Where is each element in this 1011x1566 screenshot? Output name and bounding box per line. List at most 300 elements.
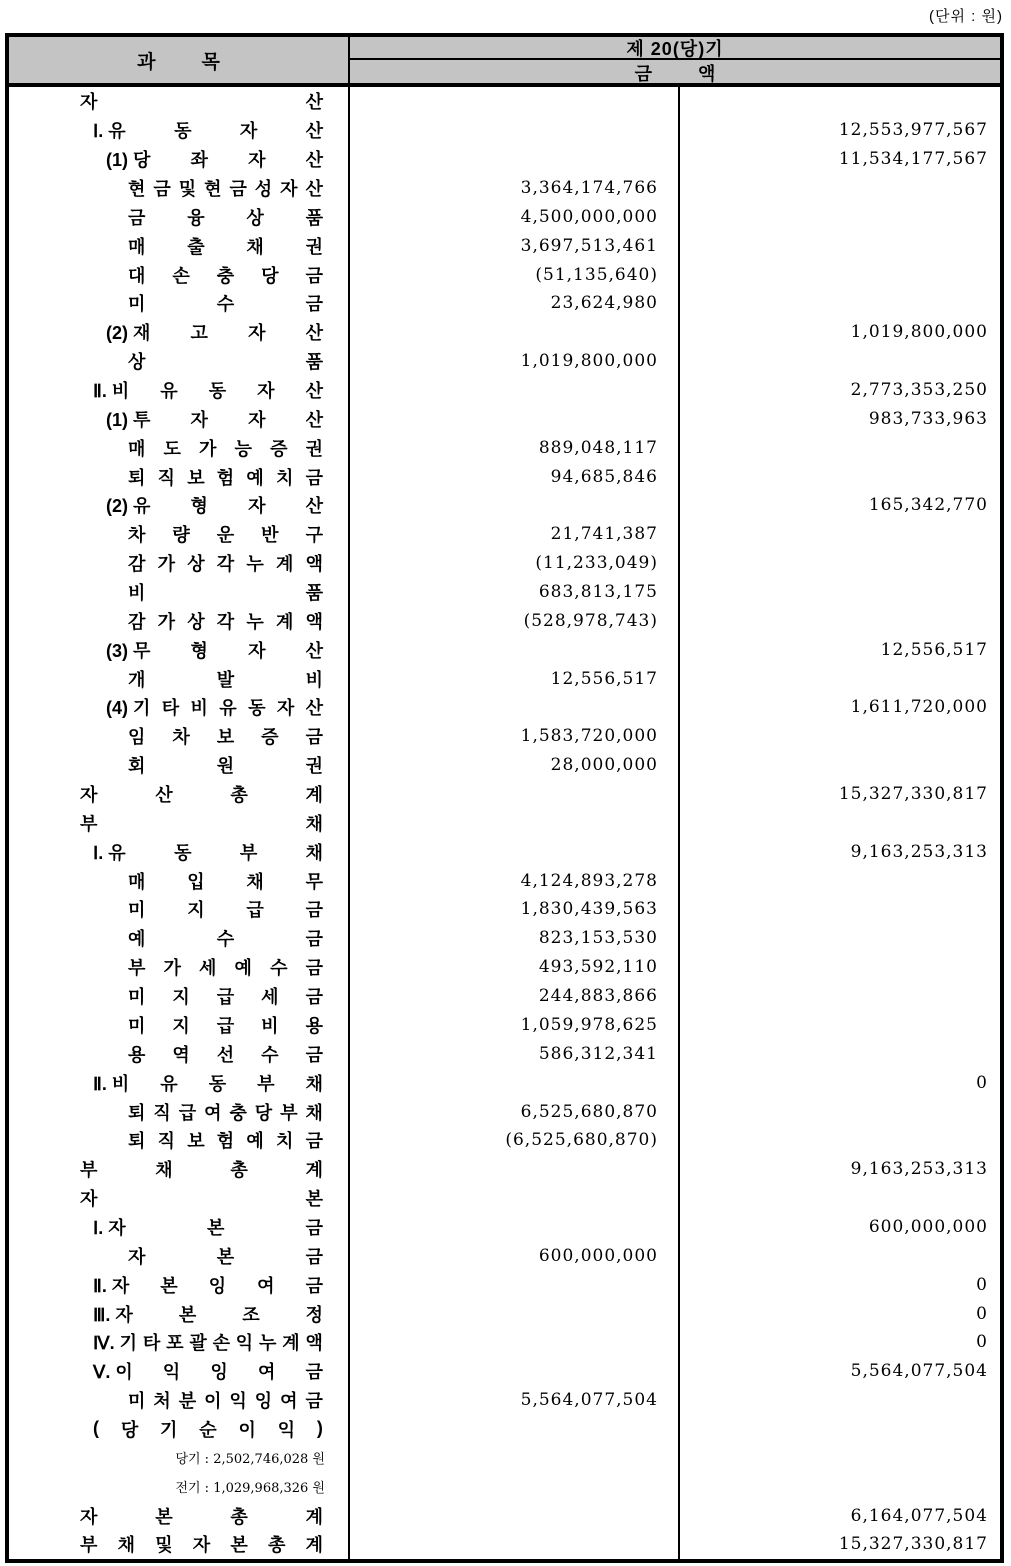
amount-detail-cell: 6,525,680,870 [350, 1097, 680, 1126]
account-label-part: 차 [128, 525, 146, 546]
amount-subtotal-cell [680, 1472, 1000, 1501]
account-label-part: 기 [160, 1419, 178, 1440]
account-label-part: 산 [305, 150, 323, 171]
amount-detail-cell [350, 87, 680, 116]
table-row [9, 520, 1000, 549]
account-label [9, 87, 350, 116]
account-label-part: 증 [261, 727, 279, 748]
account-label-part: 잉 [208, 1275, 227, 1296]
account-label-part: 손 [212, 1333, 230, 1354]
account-label-part: 산 [155, 785, 173, 806]
account-label [9, 1097, 350, 1126]
account-label-part: 총 [230, 1160, 248, 1181]
amount-detail-cell: (11,233,049) [350, 549, 680, 578]
amount-detail-cell: 23,624,980 [350, 289, 680, 318]
amount-subtotal-cell [680, 87, 1000, 116]
account-label-part: 성 [254, 179, 273, 199]
account-label-part: 치 [275, 1131, 294, 1152]
account-label [9, 606, 350, 635]
table-row [9, 635, 1000, 664]
account-label-part: 계 [305, 785, 323, 806]
account-label-part: 형 [190, 496, 208, 517]
account-label-part: 가 [157, 554, 175, 575]
account-label-part: 산 [305, 640, 323, 661]
header-account-char: 과 [137, 51, 156, 73]
account-label-part: 권 [305, 438, 323, 459]
table-row [9, 1386, 1000, 1415]
unit-note: (단위 : 원) [929, 8, 1003, 25]
account-label-part: 산 [305, 496, 323, 517]
table-row [9, 347, 1000, 376]
account-label [9, 174, 350, 203]
account-label-part: 예 [128, 929, 146, 950]
account-label-part: 미 [128, 900, 146, 921]
table-row [9, 895, 1000, 924]
amount-subtotal-cell [680, 808, 1000, 837]
account-label-part: 동 [208, 381, 227, 402]
amount-detail-cell [350, 1357, 680, 1386]
account-label-part: 직 [157, 1131, 175, 1152]
account-label-part: 보 [187, 467, 205, 488]
amount-subtotal-cell: 11,534,177,567 [838, 149, 988, 170]
account-label [9, 1328, 350, 1357]
amount-detail-cell [350, 1328, 680, 1357]
table-row [9, 549, 1000, 578]
amount-subtotal-cell [680, 1011, 1000, 1040]
account-label-part: 자 [248, 409, 266, 430]
account-label-part: 여 [257, 1275, 275, 1296]
account-label-part: 본 [178, 1304, 197, 1325]
account-label-part: 증 [270, 438, 288, 459]
account-label-part: 상 [128, 352, 146, 373]
account-label-part: 금 [305, 727, 323, 748]
net-income-note: 전기 : 1,029,968,326 원 [9, 1472, 350, 1501]
table-row [9, 1097, 1000, 1126]
account-label-part: 잉 [254, 1391, 273, 1412]
account-label-part: 세 [199, 958, 217, 979]
account-label-part: 산 [305, 323, 323, 344]
amount-subtotal-cell [680, 895, 1000, 924]
account-label-part: 자 [128, 1246, 146, 1267]
table-row [9, 1155, 1000, 1184]
account-label-part: 유 [160, 381, 178, 402]
amount-detail-cell: 5,564,077,504 [350, 1386, 680, 1415]
account-label-part: 본 [305, 1189, 323, 1210]
table-row [9, 578, 1000, 607]
account-label [9, 520, 350, 549]
account-label [9, 116, 350, 145]
account-label-part: 익 [235, 1333, 254, 1354]
account-label-part: 계 [305, 1506, 323, 1527]
account-label-part: 금 [153, 179, 171, 199]
amount-subtotal-cell [680, 1126, 1000, 1155]
account-label [9, 1241, 350, 1270]
table-row [9, 1530, 1000, 1559]
account-label-part: 개 [128, 669, 146, 690]
account-label-part: 권 [305, 236, 323, 257]
account-label-part: 감 [128, 611, 146, 632]
account-label-part: 퇴 [128, 1102, 146, 1123]
amount-subtotal-cell: 0 [976, 1303, 988, 1324]
account-label-part: 자 [248, 150, 266, 171]
account-label-part: 동 [208, 1073, 227, 1094]
account-label [9, 1270, 350, 1299]
account-label-part: Ⅰ. 자 [93, 1217, 126, 1238]
account-label-part: 용 [128, 1044, 146, 1065]
account-label [9, 1184, 350, 1213]
amount-detail-cell: 21,741,387 [350, 520, 680, 549]
table-row [9, 751, 1000, 780]
account-label-part: 유 [219, 698, 237, 719]
amount-subtotal-cell [680, 982, 1000, 1011]
amount-detail-cell [350, 1184, 680, 1213]
amount-detail-cell: 600,000,000 [350, 1241, 680, 1270]
amount-detail-cell: (6,525,680,870) [350, 1126, 680, 1155]
amount-detail-cell [350, 1299, 680, 1328]
account-label-part: 지 [172, 1015, 190, 1036]
account-label-part: 총 [267, 1535, 286, 1556]
header-amount-char: 금 [634, 64, 652, 84]
amount-detail-cell [350, 1530, 680, 1559]
amount-detail-cell [350, 837, 680, 866]
account-label-part: 비 [305, 669, 323, 690]
account-label-part: 각 [216, 611, 235, 632]
account-label-part: 정 [305, 1304, 323, 1325]
amount-detail-cell: 889,048,117 [350, 433, 680, 462]
account-label [9, 693, 350, 722]
amount-detail-cell [350, 1270, 680, 1299]
account-label-part: 자 [280, 179, 298, 199]
account-label-part: 퇴 [128, 467, 146, 488]
amount-subtotal-cell [680, 433, 1000, 462]
account-label-part: 당 [261, 265, 279, 286]
account-label-part: 유 [160, 1073, 178, 1094]
account-label-part: 험 [216, 467, 235, 488]
amount-subtotal-cell [680, 953, 1000, 982]
account-label [9, 1501, 350, 1530]
account-label-part: (4) 기 [106, 698, 151, 719]
amount-detail-cell [350, 1415, 680, 1444]
account-label [9, 433, 350, 462]
account-label-part: 자 [190, 409, 208, 430]
table-row [9, 116, 1000, 145]
account-label-part: 보 [187, 1131, 205, 1152]
table-row [9, 202, 1000, 231]
amount-detail-cell [350, 635, 680, 664]
account-label-part: 자 [80, 785, 98, 806]
account-label [9, 1415, 350, 1444]
account-label [9, 808, 350, 837]
account-label-part: (3) 무 [106, 640, 151, 661]
table-row [9, 1472, 1000, 1501]
account-label-part: 권 [305, 756, 323, 777]
table-row [9, 1011, 1000, 1040]
amount-detail-cell [350, 1472, 680, 1501]
account-label [9, 1299, 350, 1328]
account-label-part: 자 [192, 1535, 211, 1556]
account-label-part: 급 [178, 1102, 197, 1123]
amount-subtotal-cell [680, 751, 1000, 780]
account-label-part: 금 [305, 294, 323, 315]
amount-subtotal-cell: 983,733,963 [868, 408, 988, 429]
amount-detail-cell [350, 1213, 680, 1242]
account-label-part: 능 [234, 438, 252, 459]
account-label-part: 용 [305, 1015, 323, 1036]
account-label [9, 1068, 350, 1097]
amount-detail-cell: 3,697,513,461 [350, 231, 680, 260]
account-label-part: 매 [128, 871, 146, 892]
account-label-part: 출 [187, 236, 205, 257]
account-label-part: 량 [172, 525, 190, 546]
amount-subtotal-cell [680, 664, 1000, 693]
account-label-part: 및 [178, 179, 197, 199]
amount-detail-cell: 12,556,517 [350, 664, 680, 693]
account-label-part: 당 [254, 1102, 273, 1123]
account-label-part: 미 [128, 1391, 146, 1412]
account-label [9, 1530, 350, 1559]
account-label-part: 수 [270, 958, 288, 979]
account-label-part: 수 [216, 294, 235, 315]
account-label-part: 총 [230, 1506, 248, 1527]
account-label-part: 금 [305, 265, 323, 286]
account-label [9, 1155, 350, 1184]
header-account-column [9, 37, 350, 83]
account-label [9, 549, 350, 578]
account-label-part: Ⅰ. 유 [93, 121, 126, 142]
account-label [9, 1213, 350, 1242]
table-row [9, 1126, 1000, 1155]
account-label-part: 및 [155, 1535, 173, 1556]
account-label-part: 선 [216, 1044, 235, 1065]
amount-subtotal-cell: 0 [976, 1072, 988, 1093]
amount-subtotal-cell [680, 578, 1000, 607]
amount-subtotal-cell [680, 202, 1000, 231]
table-row [9, 693, 1000, 722]
account-label [9, 751, 350, 780]
financial-statement-table [5, 33, 1004, 1563]
account-label-part: 금 [305, 467, 323, 488]
account-label [9, 1011, 350, 1040]
account-label-part: 미 [128, 987, 146, 1008]
account-label-part: 익 [162, 1362, 181, 1383]
account-label [9, 289, 350, 318]
amount-subtotal-cell [680, 1097, 1000, 1126]
table-row [9, 606, 1000, 635]
amount-detail-cell [350, 1443, 680, 1472]
table-row [9, 1270, 1000, 1299]
account-label-part: 이 [204, 1391, 222, 1412]
table-row [9, 462, 1000, 491]
account-label-part: 예 [234, 958, 252, 979]
account-label-part: 구 [305, 525, 323, 546]
account-label-part: 액 [305, 611, 323, 632]
account-label-part: 채 [246, 871, 264, 892]
account-label-part: 자 [248, 640, 266, 661]
account-label-part: 분 [178, 1391, 197, 1412]
account-label-part: 각 [216, 554, 235, 575]
account-label-part: 좌 [190, 150, 208, 171]
account-label [9, 347, 350, 376]
table-row [9, 231, 1000, 260]
amount-subtotal-cell: 6,164,077,504 [850, 1505, 988, 1526]
account-label-part: 손 [172, 265, 190, 286]
account-label-part: 액 [305, 554, 323, 575]
account-label-part: 금 [305, 1362, 323, 1383]
amount-subtotal-cell [680, 520, 1000, 549]
table-row [9, 1213, 1000, 1242]
amount-detail-cell: 683,813,175 [350, 578, 680, 607]
amount-subtotal-cell [680, 1443, 1000, 1472]
table-row [9, 1443, 1000, 1472]
account-label-part: 발 [216, 669, 235, 690]
amount-detail-cell: 4,124,893,278 [350, 866, 680, 895]
account-label-part: (2) 유 [106, 496, 151, 517]
account-label-part: 계 [305, 1160, 323, 1181]
account-label-part: 무 [305, 871, 323, 892]
account-label-part: 본 [216, 1246, 235, 1267]
account-label-part: 타 [161, 698, 180, 719]
account-label-part: 자 [248, 323, 266, 344]
account-label-part: 본 [206, 1217, 225, 1238]
account-label-part: 수 [261, 1044, 279, 1065]
account-label-part: 임 [128, 727, 146, 748]
account-label-part: 부 [80, 813, 98, 834]
account-label-part: 자 [80, 1189, 98, 1210]
account-label-part: (2) 재 [106, 323, 151, 344]
amount-subtotal-cell [680, 1184, 1000, 1213]
table-row [9, 808, 1000, 837]
account-label-part: 품 [305, 583, 323, 604]
account-label-part: 순 [199, 1419, 217, 1440]
account-label-part: 산 [305, 381, 323, 402]
account-label-part: 계 [275, 611, 294, 632]
amount-subtotal-cell [680, 924, 1000, 953]
account-label-part: 융 [187, 207, 205, 228]
amount-subtotal-cell: 5,564,077,504 [850, 1361, 988, 1382]
amount-subtotal-cell: 15,327,330,817 [838, 784, 988, 805]
account-label-part: 가 [199, 438, 217, 459]
account-label [9, 260, 350, 289]
amount-detail-cell [350, 1501, 680, 1530]
amount-detail-cell: 94,685,846 [350, 462, 680, 491]
account-label-part: 여 [280, 1391, 298, 1412]
account-label-part: 비 [128, 583, 146, 604]
table-row [9, 953, 1000, 982]
account-label-part: 채 [305, 813, 323, 834]
account-label [9, 1386, 350, 1415]
net-income-note: 당기 : 2,502,746,028 원 [9, 1443, 350, 1472]
account-label-part: 부 [257, 1073, 275, 1094]
amount-detail-cell [350, 1155, 680, 1184]
account-label-part: 본 [230, 1535, 248, 1556]
table-row [9, 982, 1000, 1011]
amount-detail-cell [350, 145, 680, 174]
account-label-part: (1) 투 [106, 409, 151, 430]
account-label-part: 가 [163, 958, 181, 979]
amount-subtotal-cell: 165,342,770 [868, 495, 988, 516]
account-label-part: 산 [305, 121, 323, 142]
account-label-part: ) [316, 1418, 323, 1439]
account-label-part: 누 [259, 1333, 277, 1354]
account-label-part: 조 [242, 1304, 260, 1325]
amount-subtotal-cell [680, 1241, 1000, 1270]
account-label-part: ( [93, 1418, 99, 1439]
account-label-part: 괄 [189, 1333, 207, 1354]
amount-subtotal-cell [680, 289, 1000, 318]
table-row [9, 491, 1000, 520]
account-label-part: 운 [216, 525, 235, 546]
account-label [9, 202, 350, 231]
account-label [9, 404, 350, 433]
account-label-part: 금 [305, 929, 323, 950]
account-label-part: 금 [305, 1391, 323, 1412]
account-label-part: 비 [261, 1015, 279, 1036]
table-row [9, 780, 1000, 809]
amount-detail-cell: 1,019,800,000 [350, 347, 680, 376]
table-header [9, 37, 1000, 87]
account-label-part: 고 [190, 323, 208, 344]
amount-subtotal-cell [680, 174, 1000, 203]
table-row [9, 1184, 1000, 1213]
account-label-part: 급 [246, 900, 264, 921]
amount-subtotal-cell [680, 260, 1000, 289]
account-label-part: 예 [246, 1131, 264, 1152]
header-amount-char: 액 [698, 64, 716, 84]
account-label-part: 매 [128, 438, 146, 459]
table-row [9, 924, 1000, 953]
account-label-part: 원 [216, 756, 235, 777]
account-label-part: 본 [160, 1275, 178, 1296]
account-label-part: 자 [80, 92, 98, 113]
account-label-part: 익 [229, 1391, 247, 1412]
account-label-part: 예 [246, 467, 264, 488]
account-label-part: 포 [166, 1333, 184, 1354]
account-label-part: 세 [261, 987, 279, 1008]
amount-detail-cell [350, 404, 680, 433]
account-label-part: 채 [305, 1102, 323, 1123]
table-row [9, 145, 1000, 174]
account-label [9, 866, 350, 895]
table-row [9, 376, 1000, 405]
account-label-part: 액 [305, 1333, 323, 1354]
account-label-part: 계 [305, 1535, 323, 1556]
account-label-part: 금 [305, 1275, 323, 1296]
account-label-part: 지 [187, 900, 205, 921]
amount-subtotal-cell: 15,327,330,817 [838, 1534, 988, 1555]
header-period-group [350, 37, 1000, 83]
account-label-part: 산 [305, 698, 323, 719]
table-row [9, 1328, 1000, 1357]
account-label-part: 품 [305, 352, 323, 373]
account-label-part: 부 [280, 1102, 298, 1123]
account-label-part: Ⅰ. 유 [93, 842, 126, 863]
amount-detail-cell [350, 116, 680, 145]
account-label-part: Ⅲ. 자 [93, 1304, 133, 1325]
amount-subtotal-cell: 9,163,253,313 [850, 841, 988, 862]
account-label-part: 금 [305, 958, 323, 979]
account-label-part: 충 [216, 265, 235, 286]
header-account-char: 목 [201, 51, 220, 73]
account-label-part: 금 [305, 987, 323, 1008]
account-label [9, 953, 350, 982]
table-row [9, 1501, 1000, 1530]
amount-detail-cell: 244,883,866 [350, 982, 680, 1011]
account-label-part: 금 [305, 1217, 323, 1238]
amount-subtotal-cell: 12,553,977,567 [838, 120, 988, 141]
table-row [9, 404, 1000, 433]
account-label-part: 채 [305, 842, 323, 863]
account-label [9, 924, 350, 953]
